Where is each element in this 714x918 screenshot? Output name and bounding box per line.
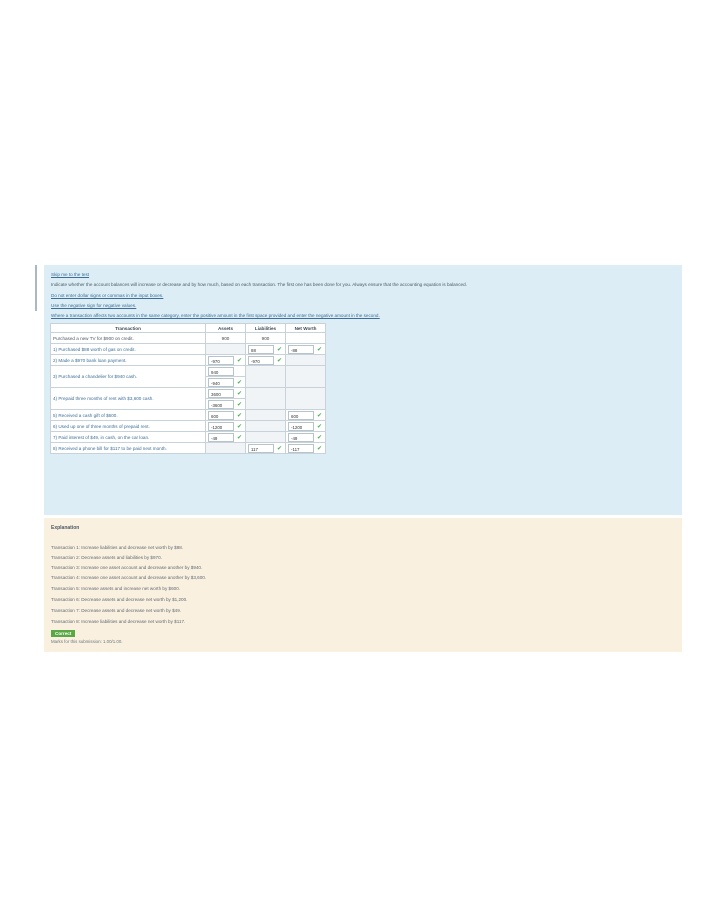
hint-negative-sign: Use the negative sign for negative values. bbox=[51, 303, 137, 308]
table-row bbox=[51, 432, 326, 443]
net-worth-cell-empty bbox=[286, 355, 326, 366]
transaction-label: 1) Purchased $88 worth of gas on credit. bbox=[51, 344, 206, 355]
explanation-line: Transaction 6: Decrease assets and decrease net worth by $1,200. bbox=[51, 597, 188, 602]
transaction-label: 6) Used up one of three months of prepaid rent. bbox=[51, 421, 206, 432]
question-instruction: Indicate whether the account balances will increase or decrease and by how much, based on each transaction. The first one has been done for you. Always ensure that the accounting equation is balanced. bbox=[51, 282, 467, 287]
check-icon: ✔ bbox=[237, 390, 243, 397]
liabilities-cell-empty bbox=[246, 432, 286, 443]
check-icon: ✔ bbox=[237, 412, 243, 419]
check-icon: ✔ bbox=[237, 401, 243, 408]
explanation-line: Transaction 4: Increase one asset account and decrease another by $3,600. bbox=[51, 575, 207, 580]
net-worth-input[interactable]: -1200 bbox=[288, 422, 314, 431]
liabilities-cell-empty bbox=[246, 421, 286, 432]
assets-input-second[interactable]: -3600 bbox=[208, 400, 234, 409]
explanation-line: Transaction 2: Decrease assets and liabilities by $970. bbox=[51, 555, 162, 560]
transaction-label: 3) Purchased a chandelier for $940 cash. bbox=[51, 366, 206, 388]
table-row bbox=[51, 355, 326, 366]
assets-cell bbox=[206, 377, 246, 388]
header-net-worth: Net Worth bbox=[286, 324, 326, 333]
explanation-line: Transaction 5: Increase assets and increase net worth by $600. bbox=[51, 586, 181, 591]
assets-input[interactable]: 600 bbox=[208, 411, 234, 420]
table-row bbox=[51, 366, 326, 377]
check-icon: ✔ bbox=[237, 434, 243, 441]
assets-input[interactable]: 3600 bbox=[208, 389, 234, 398]
correct-status-badge: Correct bbox=[51, 630, 75, 637]
assets-cell bbox=[206, 410, 246, 421]
assets-input[interactable]: 940 bbox=[208, 367, 234, 376]
assets-input[interactable]: -49 bbox=[208, 433, 234, 442]
assets-cell-empty bbox=[206, 344, 246, 355]
liabilities-cell bbox=[246, 344, 286, 355]
explanation-line: Transaction 7: Decrease assets and decrease net worth by $49. bbox=[51, 608, 182, 613]
transaction-label: 4) Prepaid three months of rent with $3,600 cash. bbox=[51, 388, 206, 410]
explanation-line: Transaction 1: Increase liabilities and decrease net worth by $88. bbox=[51, 545, 184, 550]
header-assets: Assets bbox=[206, 324, 246, 333]
assets-cell bbox=[206, 388, 246, 399]
explanation-panel bbox=[44, 518, 682, 652]
liabilities-cell bbox=[246, 443, 286, 454]
assets-cell bbox=[206, 399, 246, 410]
table-row bbox=[51, 410, 326, 421]
assets-cell bbox=[206, 432, 246, 443]
table-row bbox=[51, 421, 326, 432]
explanation-line: Transaction 3: Increase one asset account and decrease another by $940. bbox=[51, 565, 203, 570]
example-net-worth bbox=[286, 333, 326, 344]
liabilities-input[interactable]: -970 bbox=[248, 356, 274, 365]
transaction-label: 5) Received a cash gift of $600. bbox=[51, 410, 206, 421]
net-worth-input[interactable]: -49 bbox=[288, 433, 314, 442]
table-row-example bbox=[51, 333, 326, 344]
balance-table bbox=[50, 323, 326, 454]
example-assets: 900 bbox=[206, 333, 246, 344]
transaction-label: 8) Received a phone bill for $117 to be paid next month. bbox=[51, 443, 206, 454]
liabilities-cell-empty bbox=[246, 388, 286, 410]
table-row bbox=[51, 388, 326, 399]
skip-link[interactable]: Skip me to the test bbox=[51, 272, 90, 277]
check-icon: ✔ bbox=[317, 423, 323, 430]
check-icon: ✔ bbox=[237, 423, 243, 430]
assets-cell bbox=[206, 355, 246, 366]
liabilities-cell-empty bbox=[246, 366, 286, 388]
assets-input[interactable]: -970 bbox=[208, 356, 234, 365]
net-worth-input[interactable]: 600 bbox=[288, 411, 314, 420]
example-transaction: Purchased a new TV for $900 on credit. bbox=[51, 333, 206, 344]
net-worth-cell bbox=[286, 344, 326, 355]
net-worth-cell-empty bbox=[286, 366, 326, 388]
assets-cell bbox=[206, 421, 246, 432]
liabilities-input[interactable]: 117 bbox=[248, 444, 274, 453]
header-liabilities: Liabilities bbox=[246, 324, 286, 333]
question-margin-bar bbox=[35, 265, 37, 311]
check-icon: ✔ bbox=[237, 379, 243, 386]
check-icon: ✔ bbox=[317, 346, 323, 353]
check-icon: ✔ bbox=[277, 445, 283, 452]
net-worth-input[interactable]: -117 bbox=[288, 444, 314, 453]
check-icon: ✔ bbox=[317, 412, 323, 419]
hint-two-accounts: Where a transaction affects two accounts in the same category, enter the positive amount in the first space provided and enter the negative amount in the second. bbox=[51, 313, 380, 318]
liabilities-cell bbox=[246, 355, 286, 366]
net-worth-cell bbox=[286, 421, 326, 432]
table-header-row bbox=[51, 324, 326, 333]
net-worth-input[interactable]: -88 bbox=[288, 345, 314, 354]
check-icon: ✔ bbox=[237, 357, 243, 364]
assets-cell-empty bbox=[206, 443, 246, 454]
net-worth-cell bbox=[286, 443, 326, 454]
table-row bbox=[51, 344, 326, 355]
net-worth-cell bbox=[286, 410, 326, 421]
marks-text: Marks for this submission: 1.00/1.00. bbox=[51, 639, 123, 644]
liabilities-cell-empty bbox=[246, 410, 286, 421]
assets-input[interactable]: -1200 bbox=[208, 422, 234, 431]
check-icon: ✔ bbox=[317, 445, 323, 452]
table-row bbox=[51, 443, 326, 454]
transaction-label: 7) Paid interest of $49, in cash, on the car loan. bbox=[51, 432, 206, 443]
explanation-line: Transaction 8: Increase liabilities and decrease net worth by $117. bbox=[51, 619, 186, 624]
explanation-title: Explanation bbox=[51, 525, 80, 531]
assets-input-second[interactable]: -940 bbox=[208, 378, 234, 387]
check-icon: ✔ bbox=[317, 434, 323, 441]
hint-no-dollar-signs: Do not enter dollar signs or commas in the input boxes. bbox=[51, 293, 164, 298]
check-icon: ✔ bbox=[277, 357, 283, 364]
net-worth-cell bbox=[286, 432, 326, 443]
check-icon: ✔ bbox=[277, 346, 283, 353]
question-panel bbox=[44, 265, 682, 515]
example-liabilities: 900 bbox=[246, 333, 286, 344]
net-worth-cell-empty bbox=[286, 388, 326, 410]
header-transaction: Transaction bbox=[51, 324, 206, 333]
assets-cell bbox=[206, 366, 246, 377]
liabilities-input[interactable]: 88 bbox=[248, 345, 274, 354]
transaction-label: 2) Made a $970 bank loan payment. bbox=[51, 355, 206, 366]
